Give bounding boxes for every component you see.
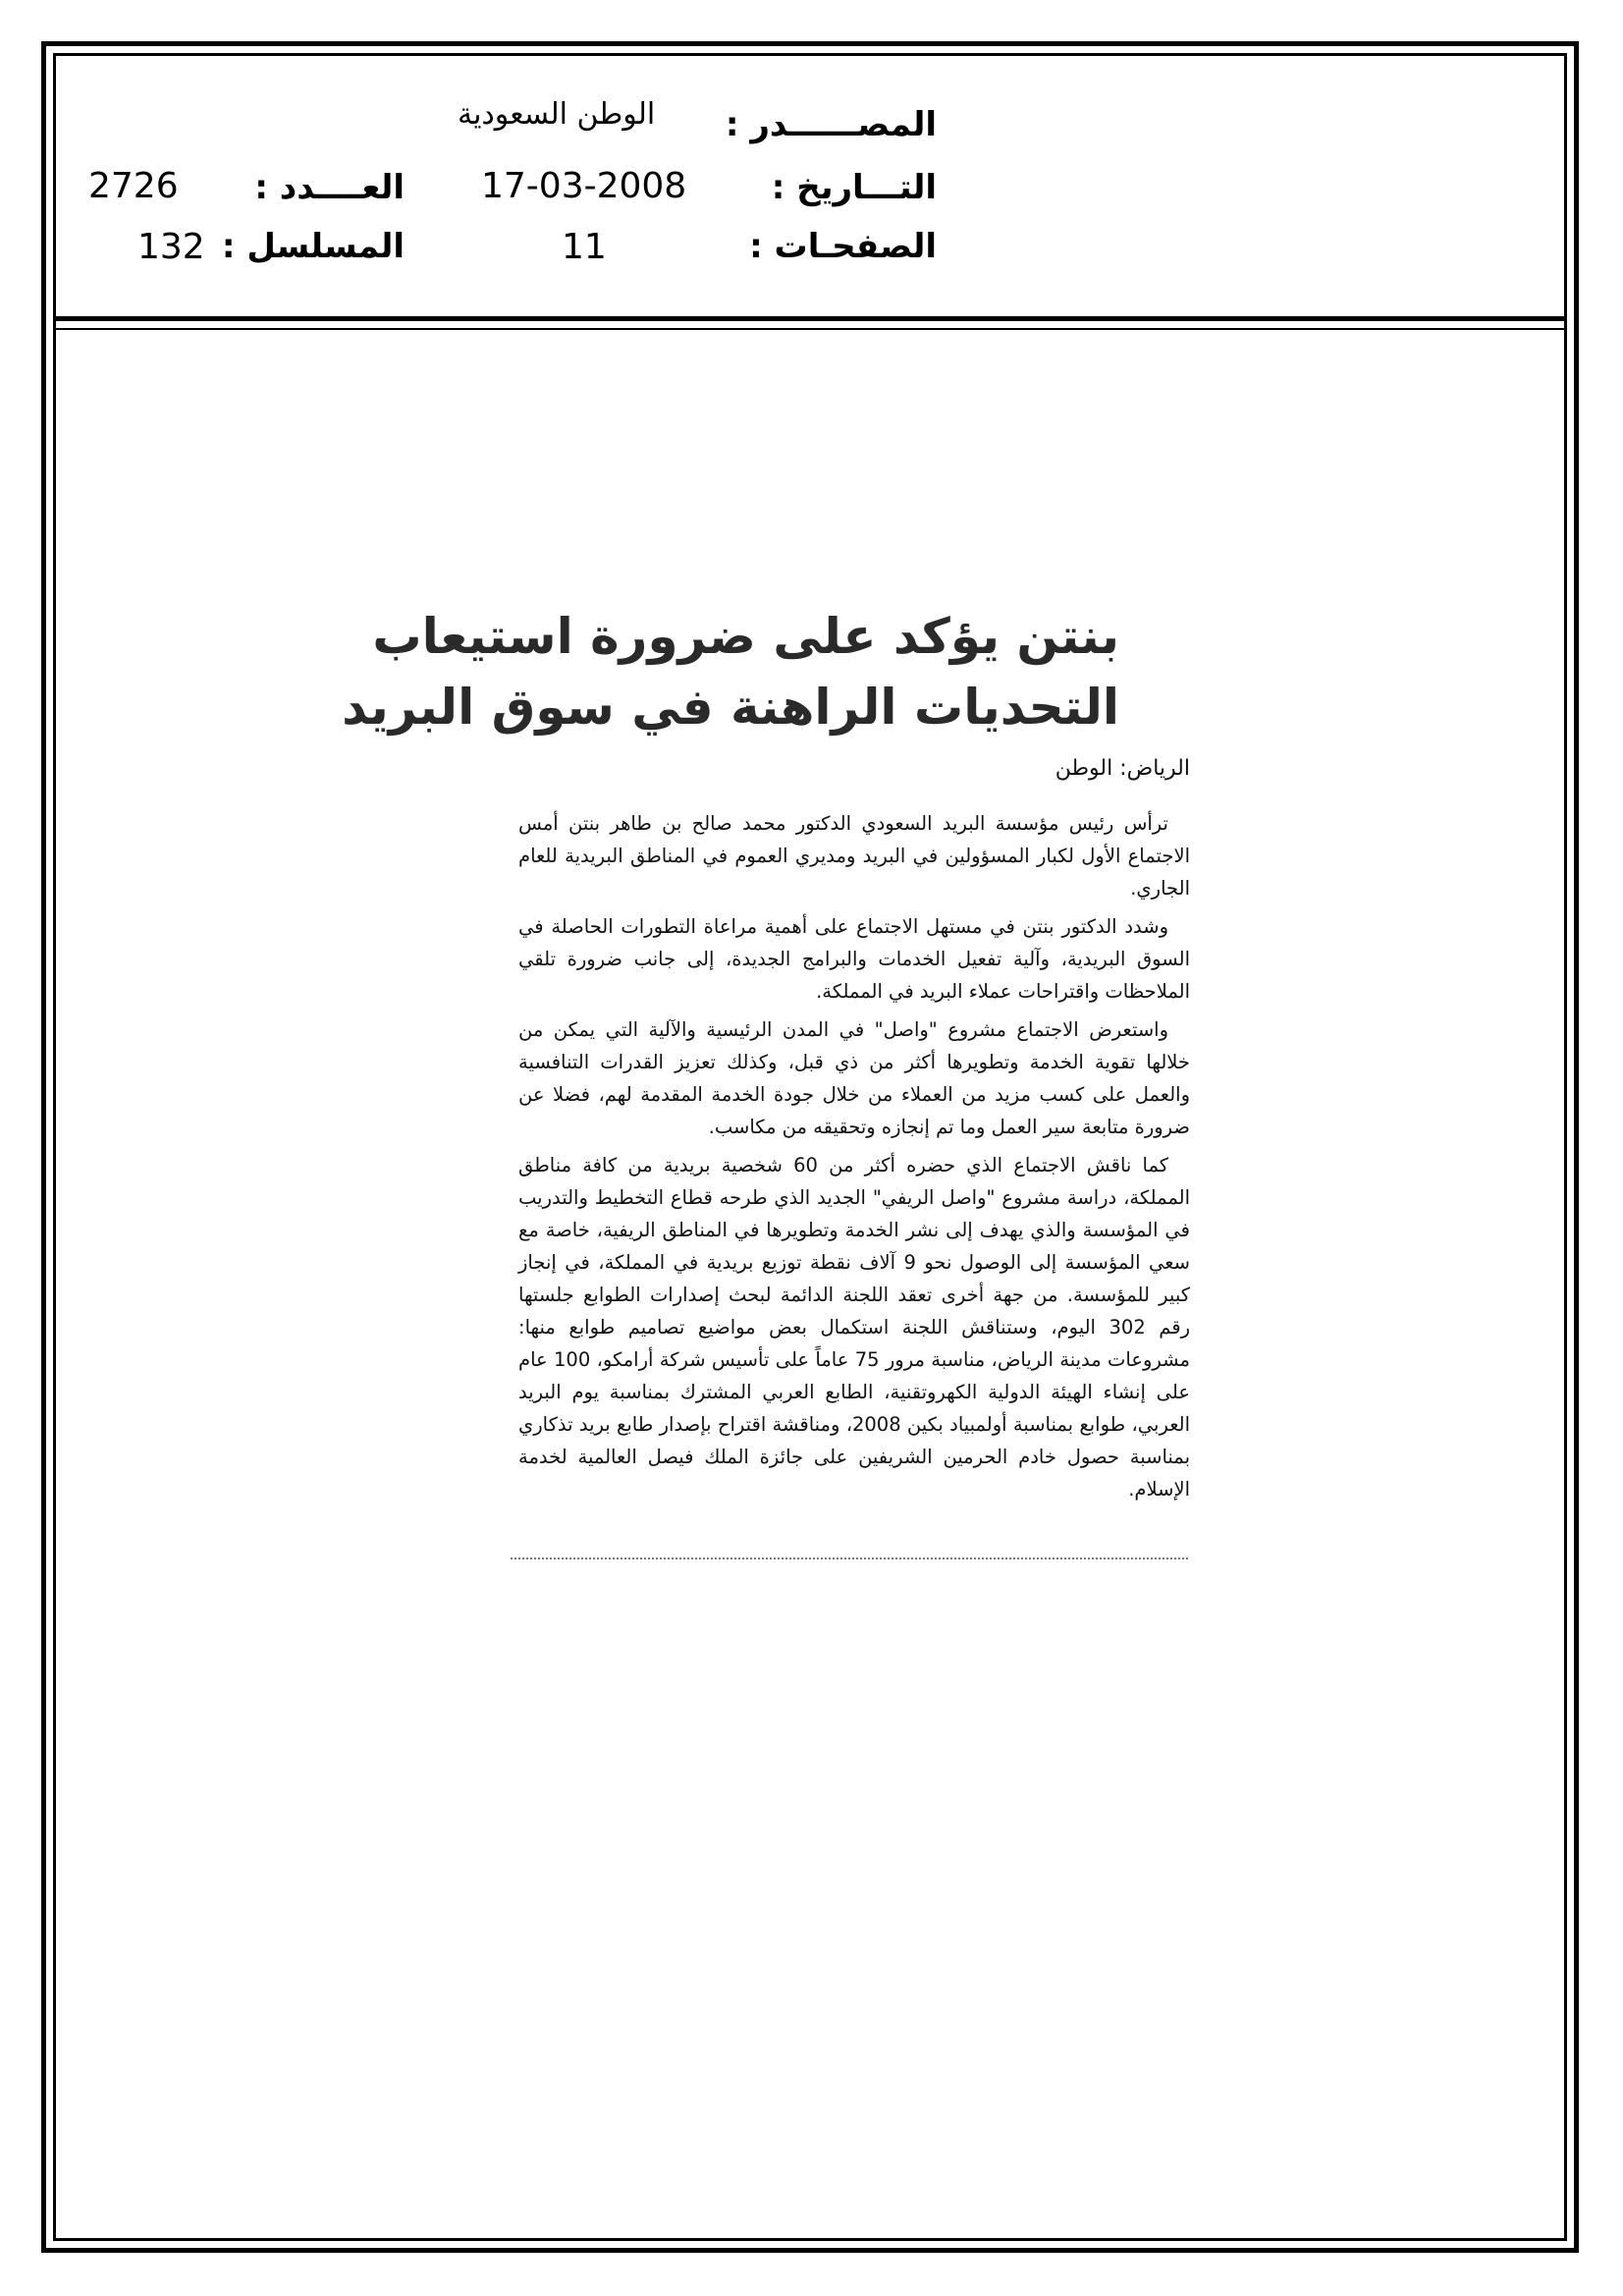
headline-line-1: بنتن يؤكد على ضرورة استيعاب — [372, 608, 1119, 665]
article-headline — [342, 601, 1119, 742]
headline-line-2: التحديات الراهنة في سوق البريد — [342, 679, 1119, 736]
issue-value: 2726 — [88, 166, 179, 206]
source-label: المصــــــدر : — [725, 105, 937, 144]
paragraph-1: ترأس رئيس مؤسسة البريد السعودي الدكتور محمد صالح بن طاهر بنتن أمس الاجتماع الأول لكبار المسؤولين في البريد ومديري العموم في المناطق البريدية للعام الجاري. — [518, 812, 1190, 900]
paragraph-4: كما ناقش الاجتماع الذي حضره أكثر من 60 شخصية بريدية من كافة مناطق المملكة، دراسة مشروع "واصل الريفي" الجديد الذي طرحه قطاع التخطيط والتدريب في المؤسسة والذي يهدف إلى نشر الخدمة وتطويرها في المناطق الريفية، خاصة مع سعي المؤسسة إلى الوصول نحو 9 آلاف نقطة توزيع بريدية في المملكة، في إنجاز كبير للمؤسسة. من جهة أخرى تعقد اللجنة الدائمة لبحث إصدارات الطوابع جلستها رقم 302 اليوم، وستناقش اللجنة استكمال بعض مواضيع تصاميم طوابع منها: مشروعات مدينة الرياض، مناسبة مرور 75 عاماً على تأسيس شركة أرامكو، 100 عام على إنشاء الهيئة الدولية الكهروتقنية، الطابع العربي المشترك بمناسبة يوم البريد العربي، طوابع بمناسبة أولمبياد بكين 2008، ومناقشة اقتراح بإصدار طابع بريد تذكاري بمناسبة حصول خادم الحرمين الشريفين على جائزة الملك فيصل العالمية لخدمة الإسلام. — [518, 1154, 1190, 1501]
article-byline: الرياض: الوطن — [1055, 756, 1190, 781]
source-value: الوطن السعودية — [458, 97, 656, 132]
header-divider — [53, 316, 1567, 321]
paragraph-2: وشدد الدكتور بنتن في مستهل الاجتماع على أهمية مراعاة التطورات الحاصلة في السوق البريدية، وآلية تفعيل الخدمات والبرامج الجديدة، إلى جانب ضرورة تلقي الملاحظات واقتراحات عملاء البريد في المملكة. — [518, 915, 1190, 1003]
serial-label: المسلسل : — [221, 227, 405, 266]
date-label: التـــاريخ : — [771, 168, 937, 207]
pages-label: الصفحـات : — [749, 227, 937, 266]
date-value: 17-03-2008 — [481, 166, 687, 206]
serial-value: 132 — [137, 227, 205, 267]
paragraph-3: واستعرض الاجتماع مشروع "واصل" في المدن الرئيسية والآلية التي يمكن من خلالها تقوية الخدمة وتطويرها أكثر من ذي قبل، وكذلك تعزيز القدرات التنافسية والعمل على كسب مزيد من العملاء من خلال جودة الخدمة المقدمة لهم، فضلا عن ضرورة متابعة سير العمل وما تم إنجازه وتحقيقه من مكاسب. — [518, 1018, 1190, 1138]
issue-label: العــــدد : — [254, 168, 405, 207]
article-end-rule — [511, 1558, 1188, 1559]
pages-value: 11 — [562, 227, 607, 267]
article-body — [518, 807, 1190, 1511]
header-divider-thin — [53, 328, 1567, 330]
